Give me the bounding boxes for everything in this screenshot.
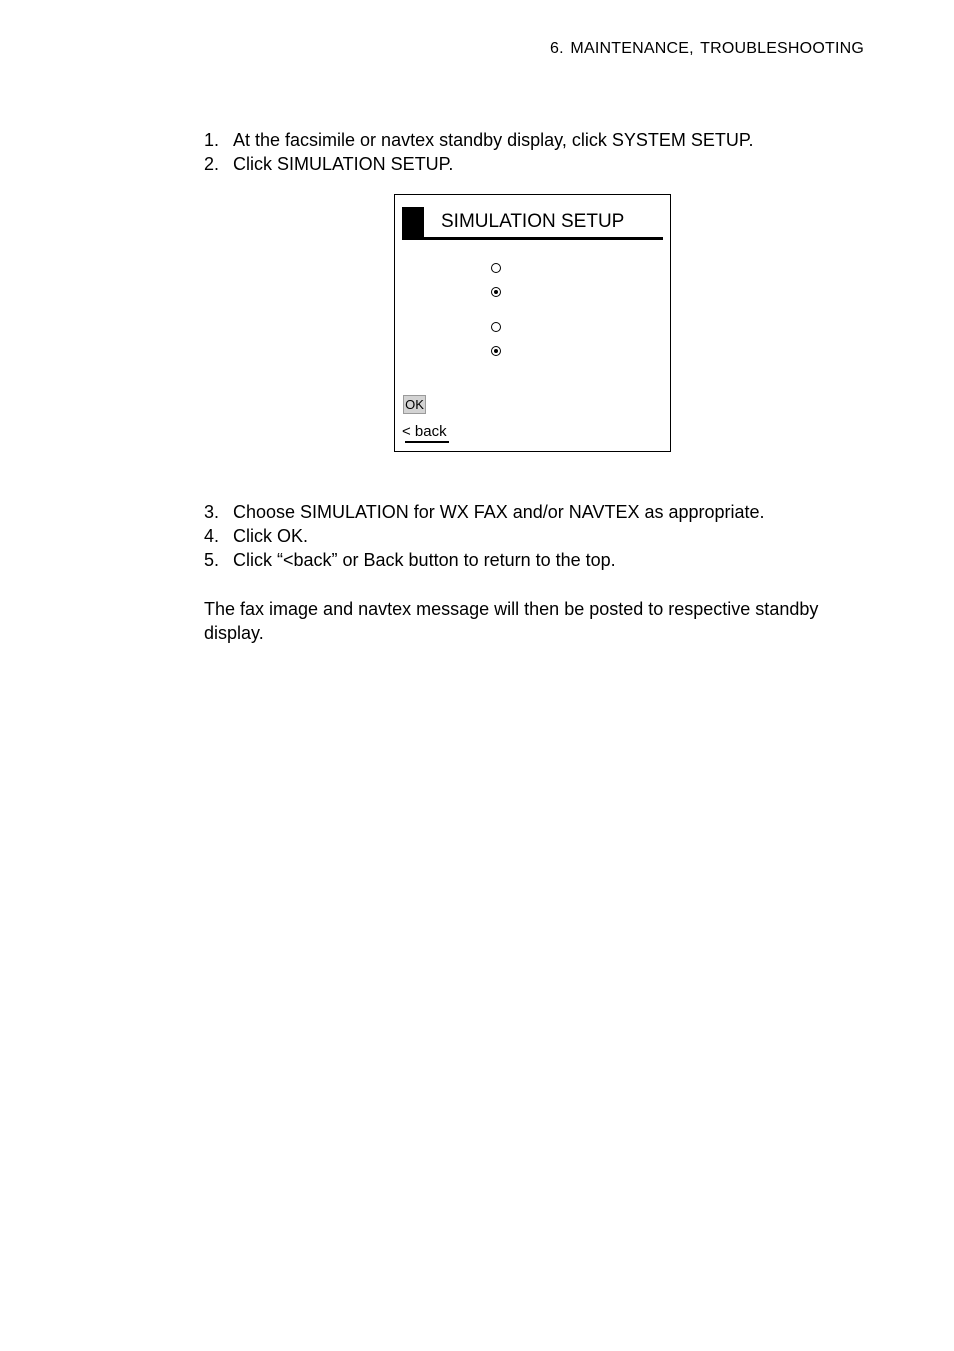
- section-header: 6. MAINTENANCE, TROUBLESHOOTING: [550, 40, 864, 57]
- title-underline: [424, 237, 663, 240]
- dialog-title: SIMULATION SETUP: [441, 211, 625, 232]
- list-item: [204, 548, 765, 572]
- step-number: 5.: [204, 550, 220, 570]
- step-text: At the facsimile or navtex standby display, click SYSTEM SETUP.: [233, 130, 754, 150]
- step-text: Click “<back” or Back button to return to the top.: [233, 550, 616, 570]
- step-text: Choose SIMULATION for WX FAX and/or NAVTEX as appropriate.: [233, 502, 765, 522]
- step-number: 3.: [204, 502, 220, 522]
- step-text: Click SIMULATION SETUP.: [233, 154, 454, 174]
- back-link[interactable]: < back: [402, 423, 447, 440]
- instruction-list-bottom: [204, 500, 765, 572]
- wx-fax-radio-simulation[interactable]: [491, 287, 501, 297]
- list-item: [204, 524, 765, 548]
- navtex-radio-simulation[interactable]: [491, 346, 501, 356]
- list-item: [204, 128, 754, 152]
- result-note: The fax image and navtex message will then be posted to respective standby display.: [204, 599, 819, 643]
- simulation-setup-dialog: [394, 194, 671, 452]
- ok-button[interactable]: OK: [403, 395, 426, 414]
- step-number: 2.: [204, 154, 220, 174]
- title-marker: [402, 207, 424, 240]
- step-number: 4.: [204, 526, 220, 546]
- wx-fax-radio-off[interactable]: [491, 263, 501, 273]
- list-item: [204, 152, 754, 176]
- back-link-underline: [405, 441, 449, 443]
- instruction-list-top: [204, 128, 754, 176]
- step-text: Click OK.: [233, 526, 309, 546]
- navtex-radio-off[interactable]: [491, 322, 501, 332]
- list-item: [204, 500, 765, 524]
- step-number: 1.: [204, 130, 220, 150]
